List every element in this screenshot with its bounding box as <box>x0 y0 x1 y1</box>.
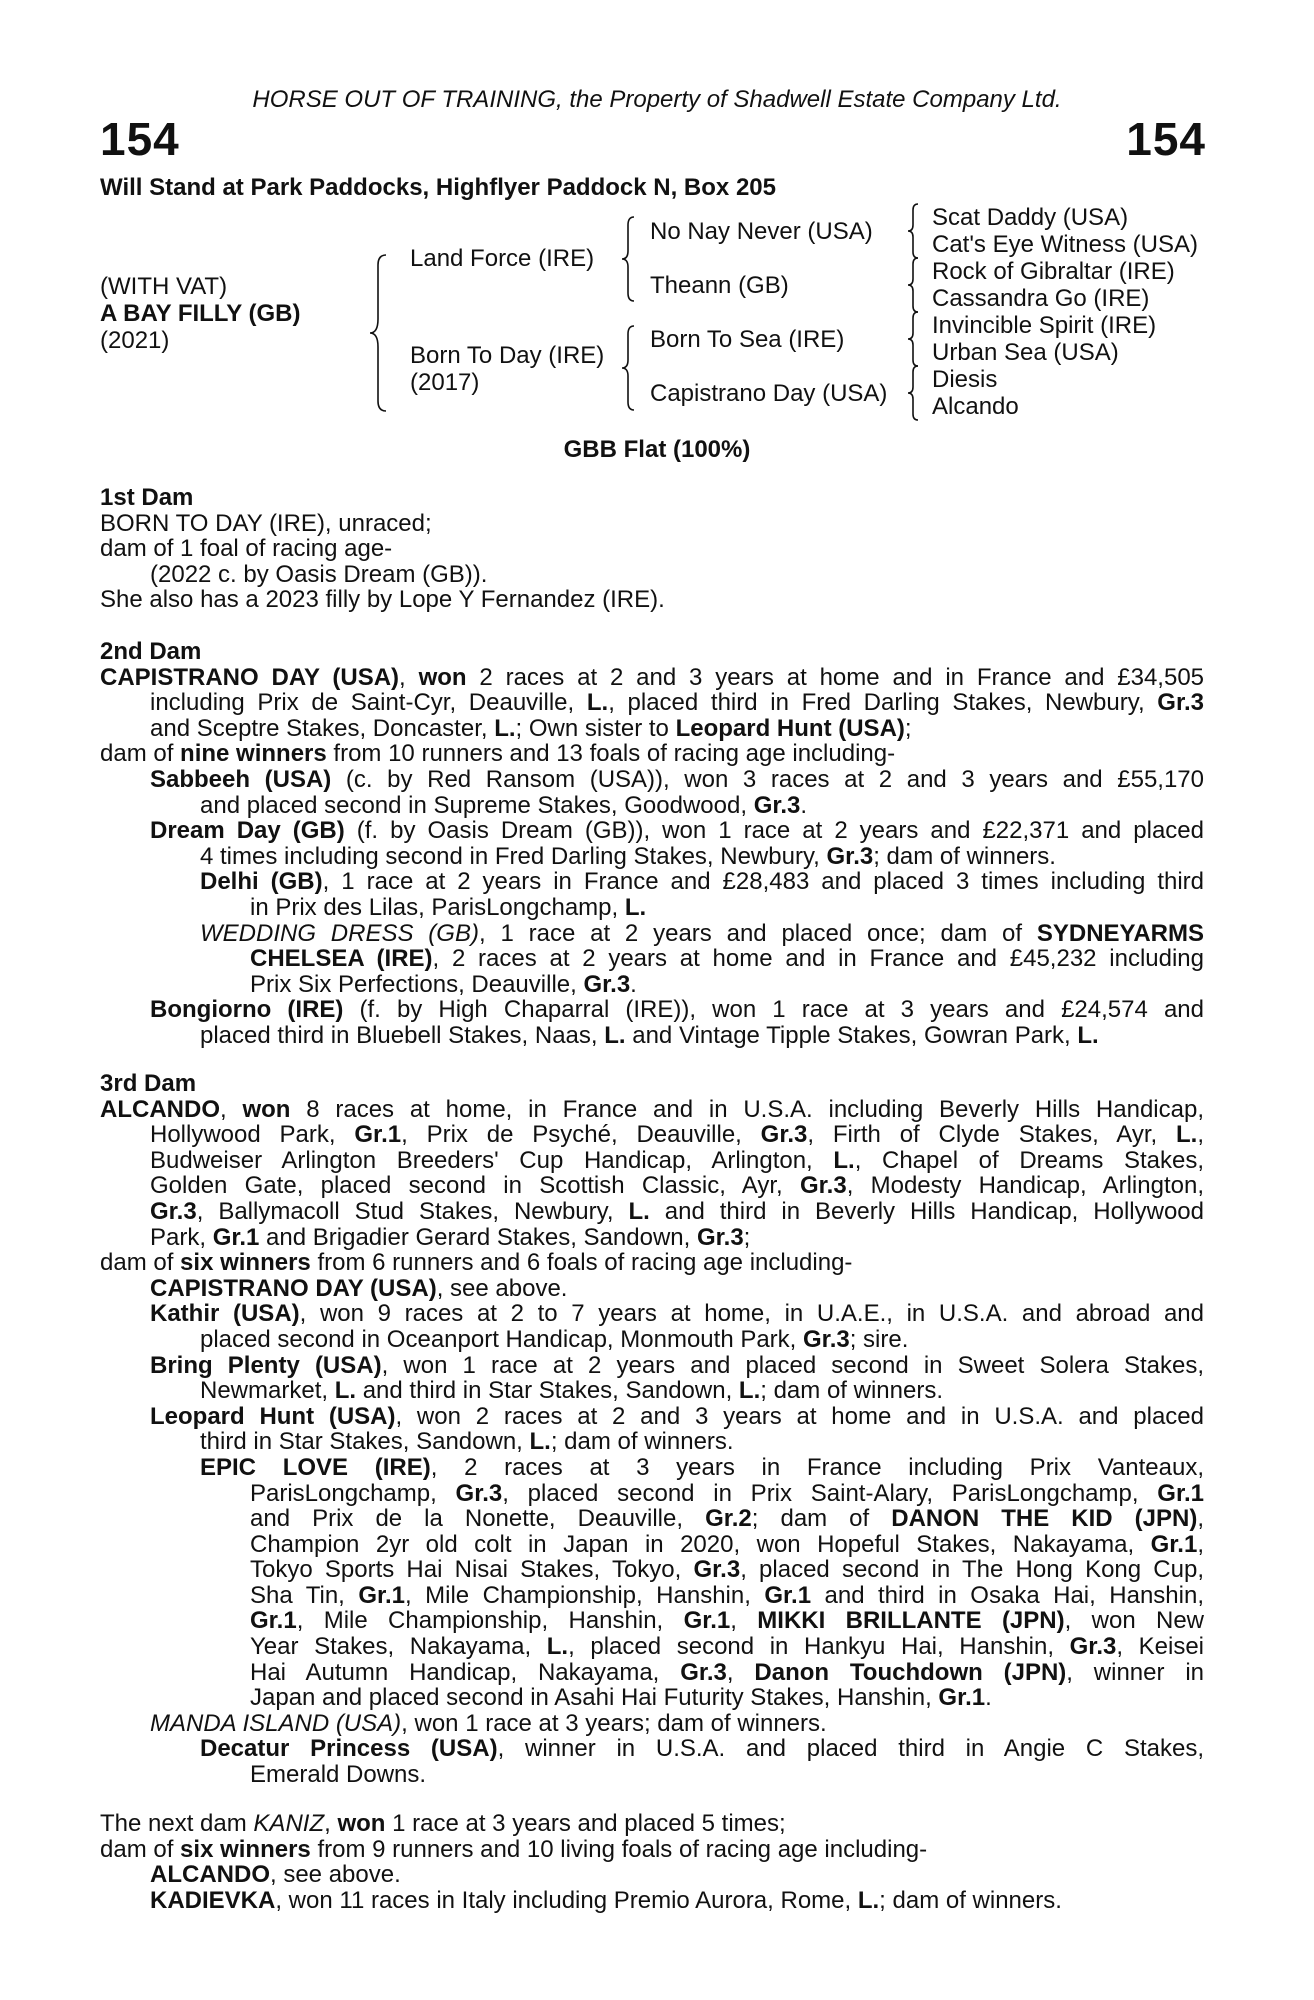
dam-line: CAPISTRANO DAY (USA), won 2 races at 2 and 3 years at home and in France and £34,505 <box>100 663 1205 691</box>
dam-line: in Prix des Lilas, ParisLongchamp, L. <box>250 893 647 921</box>
vat-note: (WITH VAT) <box>100 273 228 300</box>
dam-line: Delhi (GB), 1 race at 2 years in France and £28,483 and placed 3 times including third <box>200 868 1205 896</box>
dam-line: Decatur Princess (USA), winner in U.S.A. and placed third in Angie C Stakes, <box>200 1735 1205 1763</box>
dam-line: Japan and placed second in Asahi Hai Futurity Stakes, Hanshin, Gr.1. <box>250 1684 992 1712</box>
dam-line: Park, Gr.1 and Brigadier Gerard Stakes, Sandown, Gr.3; <box>150 1223 751 1251</box>
dam-line: dam of 1 foal of racing age- <box>100 535 393 563</box>
dam-line: including Prix de Saint-Cyr, Deauville, L., placed third in Fred Darling Stakes, Newbury, Gr.3 <box>150 689 1204 717</box>
dam-line: CAPISTRANO DAY (USA), see above. <box>150 1274 568 1302</box>
dam-line: placed second in Oceanport Handicap, Monmouth Park, Gr.3; sire. <box>200 1325 909 1353</box>
dam-line: Emerald Downs. <box>250 1761 427 1789</box>
dam-line: third in Star Stakes, Sandown, L.; dam of winners. <box>200 1428 734 1456</box>
ggp-7: Diesis <box>932 366 998 393</box>
dam-line: Leopard Hunt (USA), won 2 races at 2 and 3 years at home and in U.S.A. and placed <box>150 1402 1204 1430</box>
dam-line: ALCANDO, won 8 races at home, in France and in U.S.A. including Beverly Hills Handicap, <box>100 1095 1204 1123</box>
dam-line: BORN TO DAY (IRE), unraced; <box>100 509 432 537</box>
dam-line: and Sceptre Stakes, Doncaster, L.; Own sister to Leopard Hunt (USA); <box>150 714 912 742</box>
dam-line: KADIEVKA, won 11 races in Italy including Premio Aurora, Rome, L.; dam of winners. <box>150 1886 1062 1914</box>
lot-number-right: 154 <box>1126 113 1206 165</box>
sire-bracket <box>622 217 642 301</box>
dam-line: ALCANDO, see above. <box>150 1861 401 1889</box>
dam-line: EPIC LOVE (IRE), 2 races at 3 years in France including Prix Vanteaux, <box>200 1453 1204 1481</box>
dam-line: WEDDING DRESS (GB), 1 race at 2 years and placed once; dam of SYDNEYARMS <box>200 919 1204 947</box>
dam-line: The next dam KANIZ, won 1 race at 3 years and placed 5 times; <box>100 1810 786 1837</box>
ggp-6: Urban Sea (USA) <box>932 339 1119 366</box>
dam-line: (2022 c. by Oasis Dream (GB)). <box>150 560 488 588</box>
ggp-4: Cassandra Go (IRE) <box>932 285 1150 312</box>
dam-line: 4 times including second in Fred Darling Stakes, Newbury, Gr.3; dam of winners. <box>200 842 1056 870</box>
dam-line: She also has a 2023 filly by Lope Y Fernandez (IRE). <box>100 586 665 614</box>
dam-line: Bongiorno (IRE) (f. by High Chaparral (IRE)), won 1 race at 3 years and £24,574 and <box>150 996 1204 1024</box>
sire-dam: Theann (GB) <box>650 272 789 299</box>
dam-line: Year Stakes, Nakayama, L., placed second in Hankyu Hai, Hanshin, Gr.3, Keisei <box>250 1633 1204 1661</box>
dam-line: Prix Six Perfections, Deauville, Gr.3. <box>250 970 637 998</box>
dam-line: Newmarket, L. and third in Star Stakes, Sandown, L.; dam of winners. <box>200 1377 943 1405</box>
dam-line: placed third in Bluebell Stakes, Naas, L. and Vintage Tipple Stakes, Gowran Park, L. <box>200 1021 1099 1049</box>
sire-sire: No Nay Never (USA) <box>650 218 873 245</box>
second-dam-section <box>100 639 1204 1049</box>
section-heading: 2nd Dam <box>100 638 202 665</box>
ggp-bracket-4 <box>908 366 924 420</box>
dam-line: and placed second in Supreme Stakes, Goodwood, Gr.3. <box>200 791 808 819</box>
dam-year: (2017) <box>410 369 480 396</box>
dam-line: Tokyo Sports Hai Nisai Stakes, Tokyo, Gr.3, placed second in The Hong Kong Cup, <box>250 1556 1205 1584</box>
dam-line: Sha Tin, Gr.1, Mile Championship, Hanshin, Gr.1 and third in Osaka Hai, Hanshin, <box>250 1581 1204 1609</box>
dam-line: MANDA ISLAND (USA), won 1 race at 3 years; dam of winners. <box>150 1709 827 1737</box>
section-heading: 1st Dam <box>100 484 194 511</box>
ggp-1: Scat Daddy (USA) <box>932 204 1129 231</box>
horse-name: A BAY FILLY (GB) <box>100 300 301 327</box>
dam-line: Hollywood Park, Gr.1, Prix de Psyché, Deauville, Gr.3, Firth of Clyde Stakes, Ayr, L., <box>150 1121 1204 1149</box>
dam: Born To Day (IRE) <box>410 342 605 369</box>
next-dam-section <box>100 1811 1204 1913</box>
page-header: HORSE OUT OF TRAINING, the Property of Shadwell Estate Company Ltd. <box>252 86 1062 113</box>
dam-line: dam of six winners from 6 runners and 6 foals of racing age including- <box>100 1249 853 1277</box>
dam-line: Gr.1, Mile Championship, Hanshin, Gr.1, MIKKI BRILLANTE (JPN), won New <box>250 1607 1205 1635</box>
dam-line: ParisLongchamp, Gr.3, placed second in Prix Saint-Alary, ParisLongchamp, Gr.1 <box>250 1479 1204 1507</box>
dam-line: Hai Autumn Handicap, Nakayama, Gr.3, Danon Touchdown (JPN), winner in <box>250 1658 1204 1686</box>
ggp-2: Cat's Eye Witness (USA) <box>932 231 1198 258</box>
dam-line: dam of six winners from 9 runners and 10 living foals of racing age including- <box>100 1835 928 1863</box>
sire: Land Force (IRE) <box>410 245 595 272</box>
first-dam-section <box>100 485 1204 613</box>
dam-sire: Born To Sea (IRE) <box>650 326 845 353</box>
third-dam-section <box>100 1071 1204 1788</box>
dam-line: Budweiser Arlington Breeders' Cup Handicap, Arlington, L., Chapel of Dreams Stakes, <box>150 1146 1204 1174</box>
dam-line: CHELSEA (IRE), 2 races at 2 years at home and in France and £45,232 including <box>250 945 1204 973</box>
section-heading: 3rd Dam <box>100 1070 197 1097</box>
stand-location: Will Stand at Park Paddocks, Highflyer Paddock N, Box 205 <box>100 174 776 201</box>
dam-bracket <box>622 326 642 410</box>
dam-line: Champion 2yr old colt in Japan in 2020, won Hopeful Stakes, Nakayama, Gr.1, <box>250 1530 1204 1558</box>
horse-year: (2021) <box>100 327 170 354</box>
horse-bracket <box>370 255 400 415</box>
ggp-3: Rock of Gibraltar (IRE) <box>932 258 1175 285</box>
gbb-eligibility: GBB Flat (100%) <box>563 436 751 463</box>
dam-line: Golden Gate, placed second in Scottish Classic, Ayr, Gr.3, Modesty Handicap, Arlington, <box>150 1172 1204 1200</box>
lot-number-left: 154 <box>100 113 180 165</box>
dam-line: Gr.3, Ballymacoll Stud Stakes, Newbury, L. and third in Beverly Hills Handicap, Hollywood <box>150 1197 1205 1225</box>
dam-dam: Capistrano Day (USA) <box>650 380 888 407</box>
ggp-5: Invincible Spirit (IRE) <box>932 312 1157 339</box>
ggp-bracket-3 <box>908 312 924 366</box>
dam-line: Bring Plenty (USA), won 1 race at 2 years and placed second in Sweet Solera Stakes, <box>150 1351 1204 1379</box>
dam-line: and Prix de la Nonette, Deauville, Gr.2; dam of DANON THE KID (JPN), <box>250 1505 1204 1533</box>
ggp-bracket-2 <box>908 258 924 312</box>
dam-line: Kathir (USA), won 9 races at 2 to 7 years at home, in U.A.E., in U.S.A. and abroad and <box>150 1300 1204 1328</box>
dam-line: dam of nine winners from 10 runners and 13 foals of racing age including- <box>100 740 896 768</box>
dam-line: Sabbeeh (USA) (c. by Red Ransom (USA)), won 3 races at 2 and 3 years and £55,170 <box>150 765 1205 793</box>
ggp-bracket-1 <box>908 204 924 258</box>
ggp-8: Alcando <box>932 393 1019 420</box>
dam-line: Dream Day (GB) (f. by Oasis Dream (GB)), won 1 race at 2 years and £22,371 and placed <box>150 817 1204 845</box>
